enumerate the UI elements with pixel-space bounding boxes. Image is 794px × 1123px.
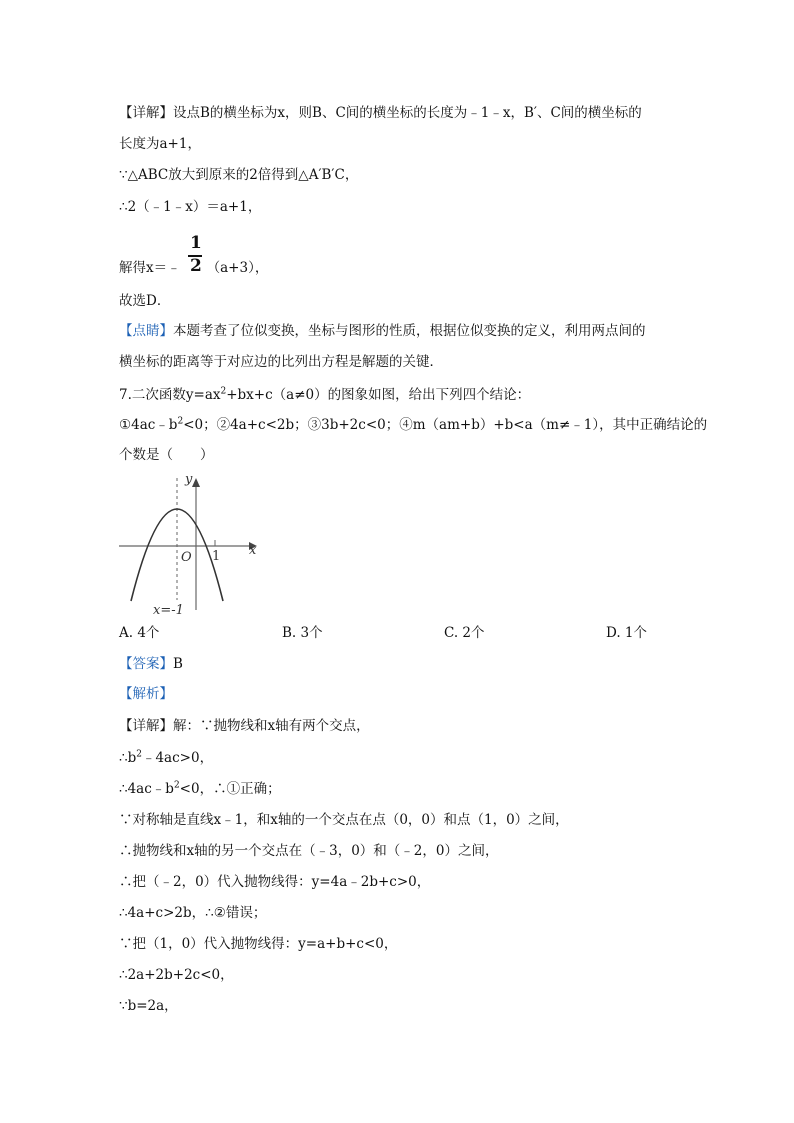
solution-line-6: ∴把（﹣2，0）代入抛物线得：y=4a﹣2b+c>0，	[119, 874, 431, 890]
detail-line-6: 故选D．	[119, 293, 171, 309]
origin-label: O	[181, 550, 192, 565]
solution-line-1: 【详解】解：∵抛物线和x轴有两个交点，	[119, 718, 370, 734]
detail-line-1: 【详解】设点B的横坐标为x，则B、C间的横坐标的长度为﹣1﹣x，B′、C间的横坐标的	[119, 105, 642, 121]
detail-line-3: ∵△ABC放大到原来的2倍得到△A′B′C，	[119, 167, 359, 183]
answer-value: B	[173, 656, 183, 672]
analysis-label: 【解析】	[119, 686, 173, 702]
detail-line-4: ∴2（﹣1﹣x）＝a+1，	[119, 199, 262, 215]
fraction-denominator: 2	[190, 256, 202, 276]
question-7-ask: 个数是（ ）	[119, 447, 214, 463]
solution-line-3	[119, 780, 281, 798]
solve-suffix: （a+3），	[206, 260, 269, 276]
exponent: 2	[173, 780, 180, 791]
solution-line-2a: ∴b	[119, 750, 137, 766]
conclusions-a: ①4ac﹣b	[119, 417, 178, 433]
exponent: 2	[136, 749, 142, 760]
question-7-conclusions	[119, 416, 707, 434]
exponent: 2	[177, 416, 184, 427]
exponent: 2	[220, 386, 227, 397]
solution-line-4: ∵对称轴是直线x﹣1，和x轴的一个交点在点（0，0）和点（1，0）之间，	[119, 812, 569, 828]
comment-label: 【点睛】	[119, 323, 173, 339]
solution-line-2b: ﹣4ac>0，	[141, 750, 214, 766]
answer-label: 【答案】	[119, 656, 173, 672]
conclusions-b: <0；②4a+c<2b；③3b+2c<0；④m（am+b）+b<a（m≠﹣1），其中正确结论的	[183, 417, 708, 433]
question-stem-b: +bx+c（a≠0）的图象如图，给出下列四个结论：	[226, 387, 531, 403]
answer-line	[119, 655, 183, 673]
solution-line-5: ∴抛物线和x轴的另一个交点在（﹣3，0）和（﹣2，0）之间，	[119, 843, 499, 859]
y-axis-arrow-icon	[192, 478, 200, 487]
comment-text: 本题考查了位似变换，坐标与图形的性质，根据位似变换的定义，利用两点间的	[173, 323, 646, 339]
option-a: A. 4个	[119, 625, 160, 641]
solution-line-10: ∵b=2a，	[119, 998, 178, 1014]
comment-line-1	[119, 322, 646, 340]
question-7-stem	[119, 386, 530, 404]
solution-line-7: ∴4a+c>2b，∴②错误；	[119, 905, 267, 921]
detail-line-2: 长度为a+1，	[119, 136, 201, 152]
solve-prefix: 解得x＝﹣	[119, 260, 181, 276]
fraction-numerator: 1	[190, 233, 202, 253]
question-stem-a: 7.二次函数y=ax	[119, 387, 221, 403]
option-c: C. 2个	[444, 625, 485, 641]
solution-line-2	[119, 749, 213, 767]
solution-line-9: ∴2a+2b+2c<0，	[119, 967, 234, 983]
solution-line-8: ∵把（1，0）代入抛物线得：y=a+b+c<0，	[119, 936, 398, 952]
parabola-graph	[119, 470, 269, 618]
y-axis-label: y	[185, 472, 193, 487]
tick-1-label: 1	[212, 549, 221, 564]
comment-line-2: 横坐标的距离等于对应边的比列出方程是解题的关键．	[119, 354, 443, 370]
symmetry-axis-label: x=-1	[153, 603, 184, 618]
option-b: B. 3个	[282, 625, 323, 641]
solution-line-3b: <0，∴①正确；	[179, 781, 281, 797]
x-axis-label: x	[249, 543, 257, 558]
option-d: D. 1个	[606, 625, 648, 641]
solution-line-3a: ∴4ac﹣b	[119, 781, 174, 797]
